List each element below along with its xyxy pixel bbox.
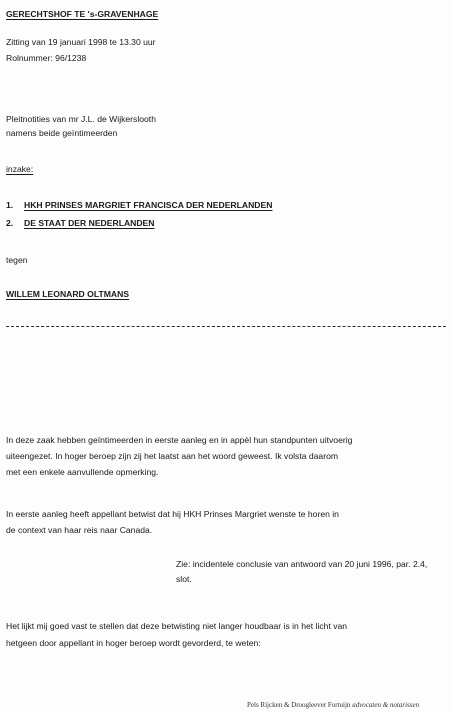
plea-notes-line: Pleitnotities van mr J.L. de Wijkerslooth	[6, 114, 156, 124]
footer-firm	[247, 701, 419, 710]
body-line: met een enkele aanvullende opmerking.	[6, 467, 159, 477]
party-name: HKH PRINSES MARGRIET FRANCISCA DER NEDERLANDEN	[24, 200, 273, 210]
tegen-label: tegen	[6, 255, 28, 265]
body-line: In eerste aanleg heeft appellant betwist dat hij HKH Prinses Margriet wenste te horen in	[6, 509, 339, 519]
party-number: 1.	[6, 200, 14, 210]
firm-role: advocaten & notarissen	[352, 701, 420, 709]
body-line: In deze zaak hebben geïntimeerden in eerste aanleg en in appèl hun standpunten uitvoerig	[6, 435, 353, 445]
court-heading: GERECHTSHOF TE 's-GRAVENHAGE	[6, 9, 159, 19]
party-item	[6, 218, 155, 229]
citation-line: slot.	[176, 574, 192, 584]
body-line: de context van haar reis naar Canada.	[6, 525, 153, 535]
party-number: 2.	[6, 218, 14, 228]
body-line: Het lijkt mij goed vast te stellen dat deze betwisting niet langer houdbaar is in het licht van	[6, 621, 348, 631]
roll-number: Rolnummer: 96/1238	[6, 53, 87, 63]
inzake-label: inzake:	[6, 164, 34, 174]
firm-name: Pels Rijcken & Droogleever Fortuijn	[247, 701, 351, 709]
party-name: DE STAAT DER NEDERLANDEN	[24, 218, 155, 228]
body-line: hetgeen door appellant in hoger beroep wordt gevorderd, te weten:	[6, 638, 261, 648]
on-behalf-line: namens beide geïntimeerden	[6, 128, 118, 138]
party-item	[6, 200, 272, 211]
session-line: Zitting van 19 januari 1998 te 13.30 uur	[6, 37, 156, 47]
dashed-divider	[6, 326, 446, 327]
opponent-name: WILLEM LEONARD OLTMANS	[6, 289, 130, 299]
body-line: uiteengezet. In hoger beroep zijn zij het laatst aan het woord geweest. Ik volsta daarom	[6, 451, 339, 461]
citation-line: Zie: incidentele conclusie van antwoord van 20 juni 1996, par. 2.4,	[176, 559, 428, 569]
